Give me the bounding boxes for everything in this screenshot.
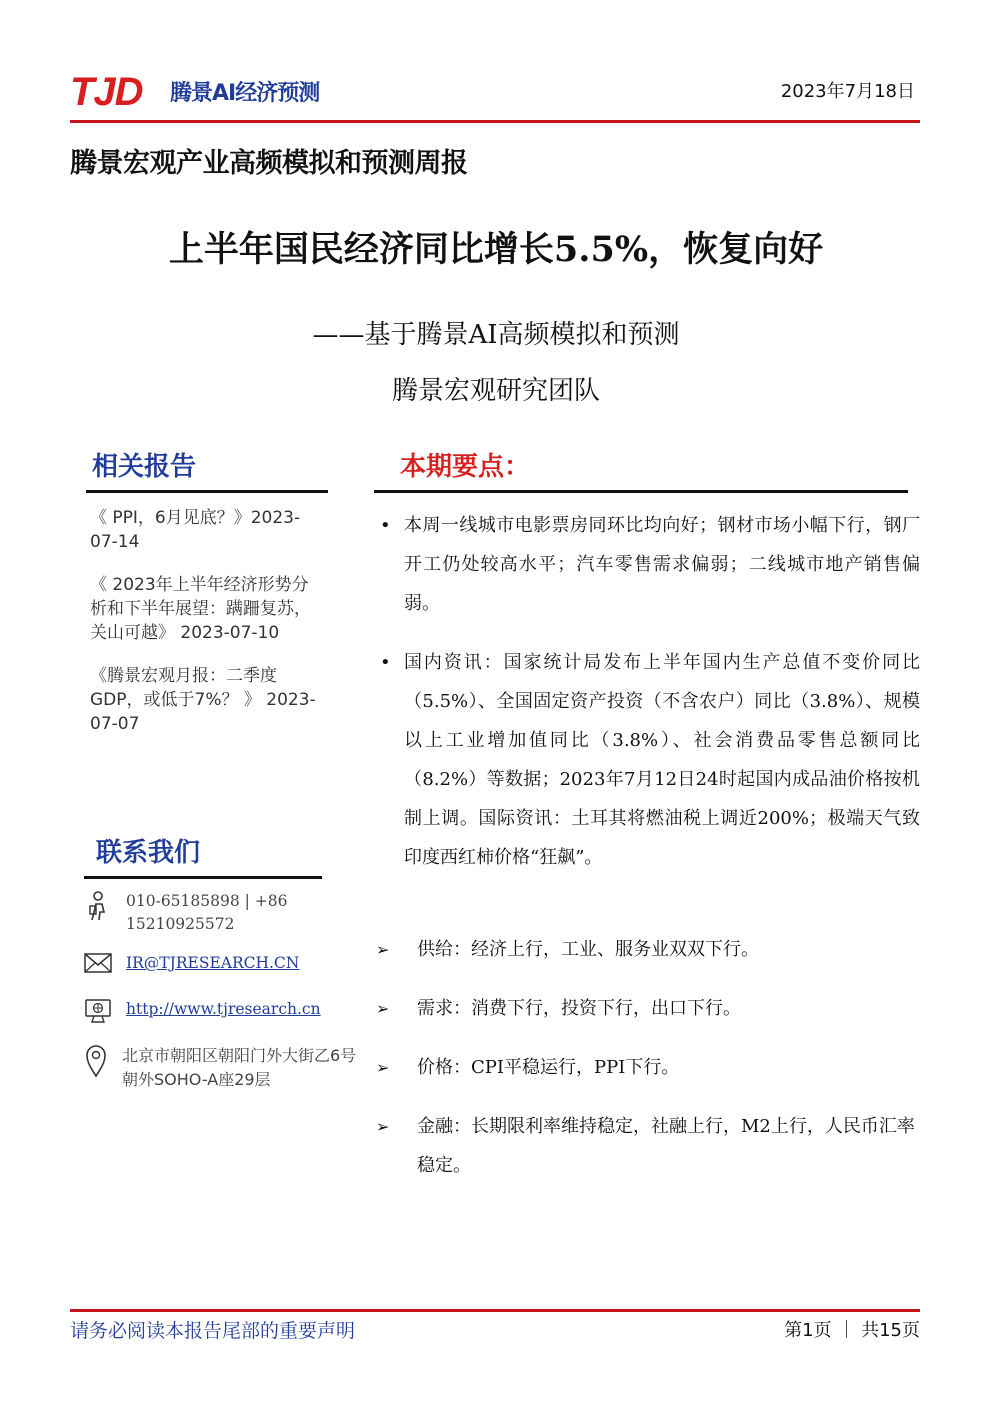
header-divider (70, 120, 920, 123)
contact-website-link[interactable]: http://www.tjresearch.cn (126, 1000, 321, 1018)
arrow-icon: ➢ (376, 999, 390, 1018)
footer-disclaimer: 请务必阅读本报告尾部的重要声明 (70, 1320, 356, 1342)
related-report-link[interactable]: 《腾景宏观月报：二季度GDP，或低于7%？ 》 2023-07-07 (90, 666, 316, 734)
team-name: 腾景宏观研究团队 (391, 376, 600, 406)
contact-divider (84, 876, 322, 879)
arrow-point-text: 价格：CPI平稳运行，PPI下行。 (417, 1057, 680, 1078)
arrow-point-price (376, 1048, 920, 1087)
arrow-point-text: 金融：长期限利率维持稳定，社融上行，M2上行，人民币汇率稳定。 (417, 1116, 915, 1176)
related-report-link[interactable]: 《 PPI，6月见底？》2023-07-14 (90, 508, 301, 552)
arrow-point-finance (376, 1107, 920, 1185)
arrow-icon: ➢ (376, 1058, 390, 1077)
related-reports-list (90, 506, 325, 755)
arrow-point-demand (376, 989, 920, 1028)
key-points-bullets (380, 506, 920, 897)
related-divider (86, 490, 328, 493)
contact-heading: 联系我们 (96, 838, 201, 868)
main-title: 上半年国民经济同比增长5.5%，恢复向好 (168, 229, 824, 270)
contact-email-link[interactable]: IR@TJRESEARCH.CN (126, 954, 300, 972)
key-points-heading: 本期要点： (400, 452, 531, 482)
contact-web-row (84, 998, 364, 1026)
arrow-icon: ➢ (376, 940, 390, 959)
contact-email-row (84, 952, 364, 978)
page-number: 第1页 ｜ 共15页 (784, 1320, 920, 1341)
report-date: 2023年7月18日 (780, 81, 915, 102)
related-report-link[interactable]: 《 2023年上半年经济形势分析和下半年展望：蹒跚复苏，关山可越》 2023-07-10 (90, 575, 311, 643)
related-reports-heading: 相关报告 (92, 452, 197, 482)
phone-icon (84, 890, 114, 920)
key-points-arrows (376, 930, 920, 1205)
web-icon (84, 998, 114, 1028)
arrow-point-supply (376, 930, 920, 969)
mail-icon (84, 952, 114, 982)
logo-mark: TJD (70, 70, 143, 114)
key-points-divider (374, 490, 908, 493)
series-title: 腾景宏观产业高频模拟和预测周报 (70, 148, 468, 179)
location-icon (84, 1044, 114, 1074)
footer-divider (70, 1309, 920, 1312)
key-point-bullet: • 国内资讯：国家统计局发布上半年国内生产总值不变价同比（5.5%）、全国固定资产投资（不含农户）同比（3.8%）、规模以上工业增加值同比（3.8%）、社会消费品零售总额同比（8.2%）等数据；2023年7月12日24时起国内成品油价格按机制上调。国际资讯：土耳其将燃油税上调近200%；极端天气致印度西红柿价格“狂飙”。 (380, 643, 920, 877)
key-point-bullet: • 本周一线城市电影票房同环比均向好；钢材市场小幅下行，钢厂开工仍处较高水平；汽车零售需求偏弱；二线城市地产销售偏弱。 (380, 506, 920, 623)
contact-address: 北京市朝阳区朝阳门外大街乙6号朝外SOHO-A座29层 (122, 1046, 357, 1089)
logo-text: 腾景AI经济预测 (170, 81, 320, 106)
arrow-point-text: 需求：消费下行，投资下行，出口下行。 (417, 998, 741, 1019)
arrow-icon: ➢ (376, 1117, 390, 1136)
sub-title: ——基于腾景AI高频模拟和预测 (312, 320, 680, 350)
arrow-point-text: 供给：经济上行，工业、服务业双双下行。 (417, 939, 759, 960)
contact-phone-row (84, 890, 364, 940)
contact-phone: 010-65185898 | +86 15210925572 (126, 892, 288, 933)
contact-address-row (84, 1044, 364, 1094)
